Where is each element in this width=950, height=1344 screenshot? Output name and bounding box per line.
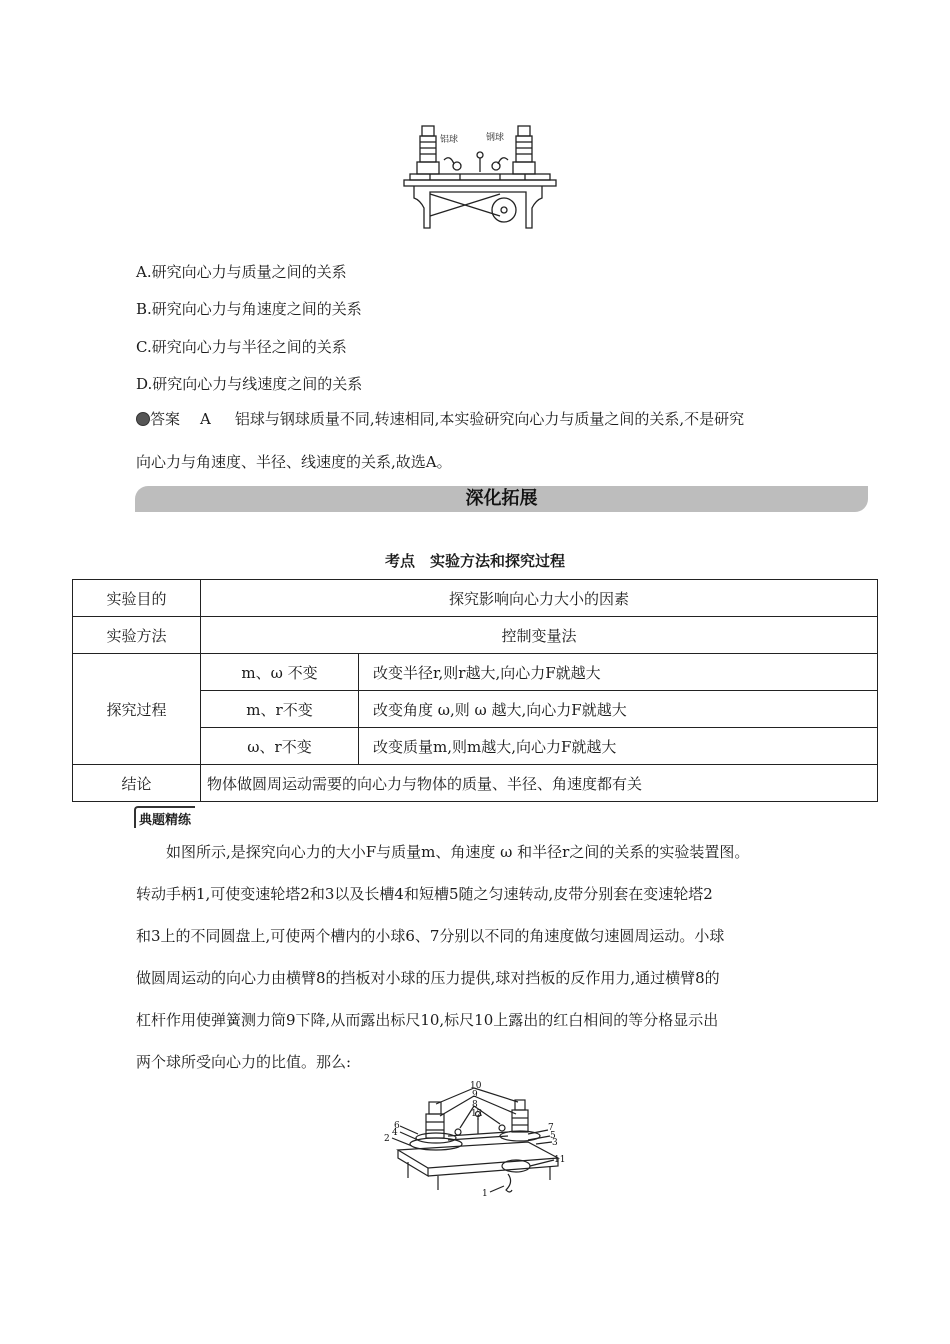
table-row (73, 580, 878, 617)
conclusion-label: 结论 (73, 765, 201, 802)
figure2-label: 4 (392, 1128, 398, 1138)
option-a: A.研究向心力与质量之间的关系 (136, 263, 347, 281)
figure2-label: 9 (472, 1090, 478, 1100)
experiment-table (72, 579, 878, 802)
method-label: 实验方法 (73, 617, 201, 654)
answer-prefix: 答案 (150, 410, 181, 428)
table-row (73, 654, 878, 691)
answer-explanation-2: 向心力与角速度、半径、线速度的关系,故选A。 (136, 453, 452, 471)
apparatus-figure-2 (378, 1080, 578, 1205)
process-condition: m、r不变 (201, 691, 359, 728)
figure2-label: 11 (554, 1155, 566, 1165)
figure2-label: 8 (472, 1100, 478, 1110)
section-title: 深化拓展 (465, 488, 538, 509)
option-b: B.研究向心力与角速度之间的关系 (136, 300, 362, 318)
figure2-label: 6 (394, 1121, 400, 1131)
figure2-label: 3 (552, 1138, 558, 1148)
table-row (73, 765, 878, 802)
figure2-label: 10 (470, 1081, 482, 1091)
process-condition: m、ω 不变 (201, 654, 359, 691)
answer-line-1 (150, 409, 744, 429)
figure1-label-steel: 钢球 (486, 133, 505, 143)
practice-badge: 典题精练 (134, 806, 195, 828)
figure2-label: 5 (550, 1131, 556, 1141)
purpose-label: 实验目的 (73, 580, 201, 617)
figure1-label-aluminum: 铝球 (440, 135, 459, 145)
paragraph-line: 转动手柄1,可使变速轮塔2和3以及长槽4和短槽5随之匀速转动,皮带分别套在变速轮塔2 (136, 885, 713, 903)
answer-explanation-1: 铝球与钢球质量不同,转速相同,本实验研究向心力与质量之间的关系,不是研究 (234, 410, 745, 428)
apparatus-figure-1 (400, 120, 560, 235)
paragraph-line: 如图所示,是探究向心力的大小F与质量m、角速度 ω 和半径r之间的关系的实验装置图。 (136, 843, 750, 861)
figure2-label: 1 (482, 1189, 488, 1199)
option-c: C.研究向心力与半径之间的关系 (136, 338, 347, 356)
topic-title: 考点 实验方法和探究过程 (384, 552, 565, 570)
paragraph-line: 杠杆作用使弹簧测力筒9下降,从而露出标尺10,标尺10上露出的红白相间的等分格显示出 (136, 1011, 719, 1029)
option-d: D.研究向心力与线速度之间的关系 (136, 375, 363, 393)
method-value: 控制变量法 (201, 617, 878, 654)
section-header (135, 486, 868, 512)
process-condition: ω、r不变 (201, 728, 359, 765)
process-label: 探究过程 (73, 654, 201, 765)
table-row (73, 617, 878, 654)
paragraph-line: 两个球所受向心力的比值。那么: (136, 1053, 352, 1071)
conclusion-value: 物体做圆周运动需要的向心力与物体的质量、半径、角速度都有关 (201, 765, 878, 802)
process-result: 改变半径r,则r越大,向心力F就越大 (359, 654, 878, 691)
figure2-label: 12 (471, 1109, 483, 1119)
figure2-label: 7 (548, 1123, 554, 1133)
paragraph-line: 做圆周运动的向心力由横臂8的挡板对小球的压力提供,球对挡板的反作用力,通过横臂8的 (136, 969, 720, 987)
process-result: 改变质量m,则m越大,向心力F就越大 (359, 728, 878, 765)
purpose-value: 探究影响向心力大小的因素 (201, 580, 878, 617)
answer-choice: A (200, 410, 211, 428)
paragraph-line: 和3上的不同圆盘上,可使两个槽内的小球6、7分别以不同的角速度做匀速圆周运动。小球 (136, 927, 725, 945)
answer-icon (136, 412, 150, 426)
figure2-label: 2 (384, 1134, 390, 1144)
process-result: 改变角度 ω,则 ω 越大,向心力F就越大 (359, 691, 878, 728)
